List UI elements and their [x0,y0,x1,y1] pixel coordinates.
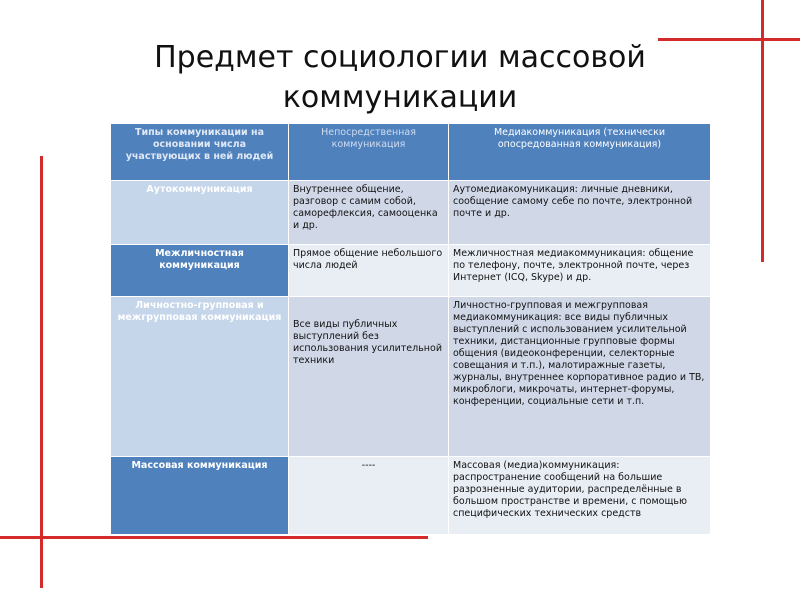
table-row [111,245,711,297]
row-type-label: Личностно-групповая и межгрупповая коммуникация [111,297,289,457]
column-header-media: Медиакоммуникация (технически опосредованная коммуникация) [449,124,711,181]
table-row [111,297,711,457]
page-title-line-1: Предмет социологии массовой [154,40,646,75]
column-header-types: Типы коммуникации на основании числа участвующих в ней людей [111,124,289,181]
red-line-bottom-vertical [40,156,43,588]
table-row [111,457,711,535]
row-media-cell: Личностно-групповая и межгрупповая медиакоммуникация: все виды публичных выступлений с использованием усилительной техники, дистанционные групповые формы общения (видеоконференции, селекторные совещания и т.п.), малотиражные газеты, журналы, внутреннее корпоративное радио и ТВ, микроблоги, микрочаты, интернет-форумы, конференции, социальные сети и т.п. [449,297,711,457]
row-type-label: Межличностная коммуникация [111,245,289,297]
red-line-top-vertical [761,0,764,262]
page-title-line-2: коммуникации [282,80,518,115]
row-direct-cell: Прямое общение небольшого числа людей [289,245,449,297]
row-type-label: Аутокоммуникация [111,181,289,245]
row-direct-cell: Все виды публичных выступлений без использования усилительной техники [289,297,449,457]
row-direct-cell: Внутреннее общение, разговор с самим собой, саморефлексия, самооценка и др. [289,181,449,245]
page-title [90,38,710,118]
row-type-label: Массовая коммуникация [111,457,289,535]
red-line-bottom-horizontal [0,536,428,539]
table-row [111,181,711,245]
table-header-row [111,124,711,181]
row-media-cell: Массовая (медиа)коммуникация: распространение сообщений на большие разрозненные аудитории, распределённые в большом пространстве и времени, с помощью специфических технических средств [449,457,711,535]
row-direct-cell: ---- [289,457,449,535]
communication-types-table [110,123,711,535]
row-media-cell: Межличностная медиакоммуникация: общение по телефону, почте, электронной почте, через Интернет (ICQ, Skype) и др. [449,245,711,297]
column-header-direct: Непосредственная коммуникация [289,124,449,181]
row-media-cell: Аутомедиакомуникация: личные дневники, сообщение самому себе по почте, электронной почте и др. [449,181,711,245]
